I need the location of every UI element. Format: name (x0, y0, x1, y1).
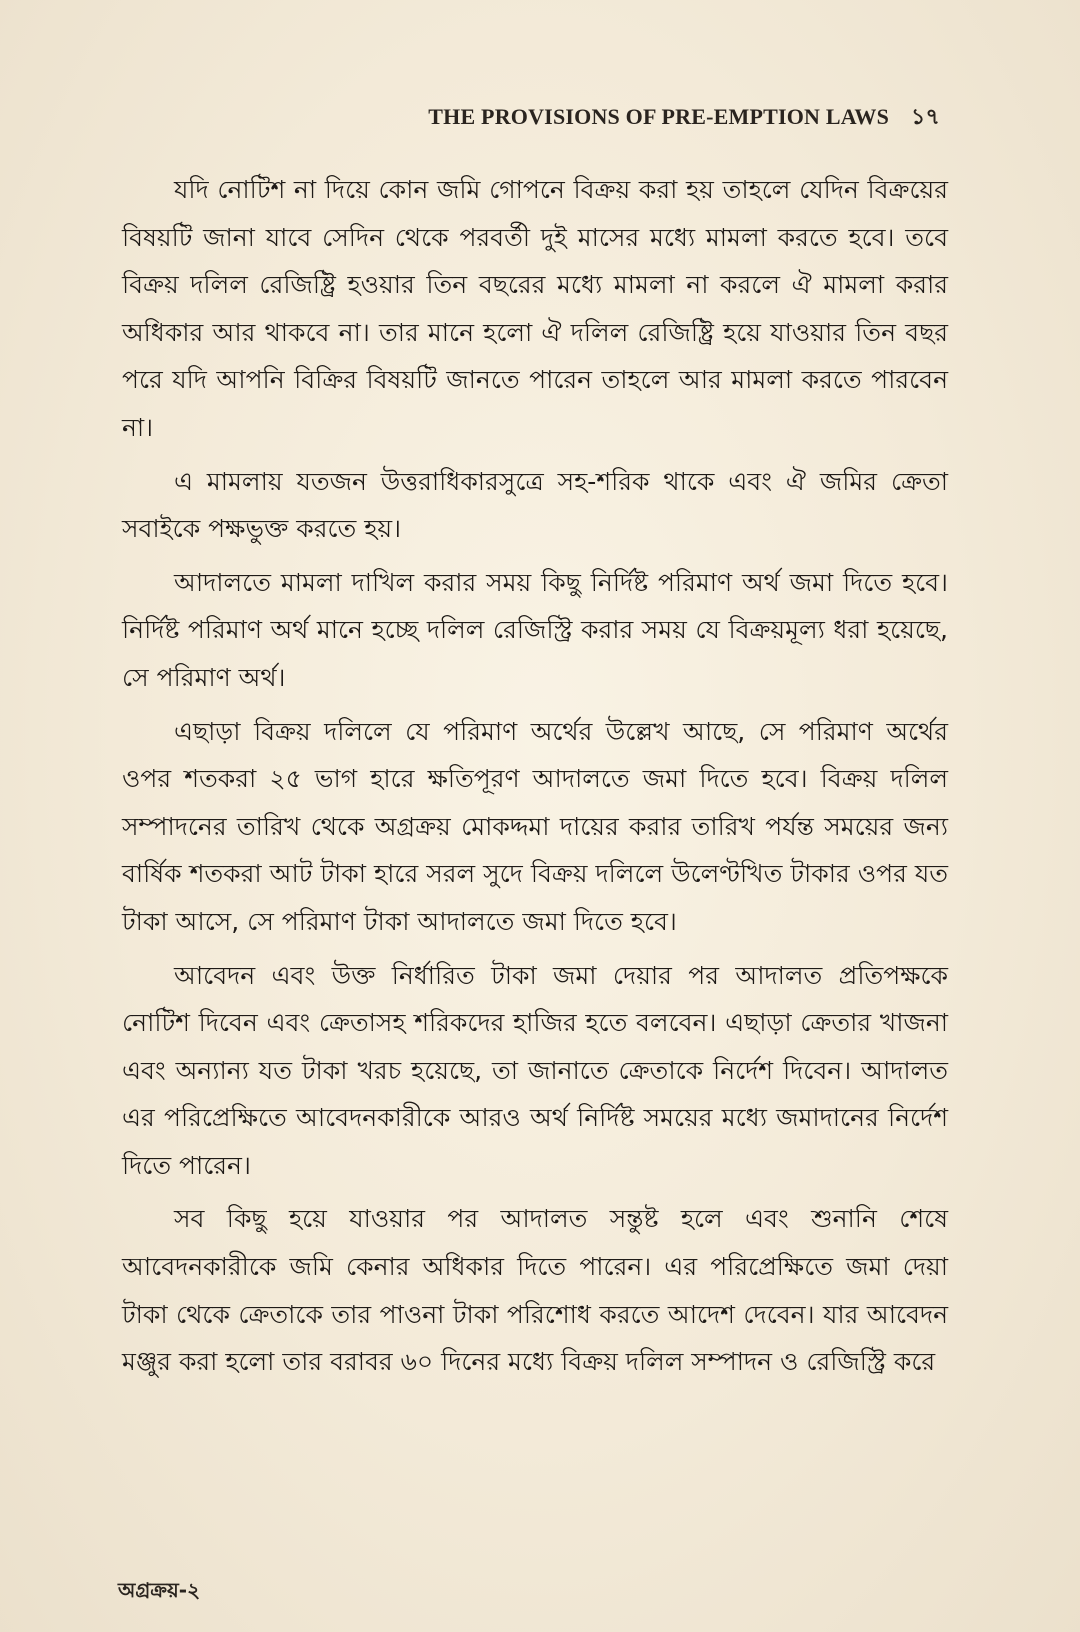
paragraph: সব কিছু হয়ে যাওয়ার পর আদালত সন্তুষ্ট হলে এবং শুনানি শেষে আবেদনকারীকে জমি কেনার অধিকার দিতে পারেন। এর পরিপ্রেক্ষিতে জমা দেয়া টাকা থেকে ক্রেতাকে তার পাওনা টাকা পরিশোধ করতে আদেশ দেবেন। যার আবেদন মঞ্জুর করা হলো তার বরাবর ৬০ দিনের মধ্যে বিক্রয় দলিল সম্পাদন ও রেজিস্ট্রি করে (122, 1204, 948, 1377)
header-title: THE PROVISIONS OF PRE-EMPTION LAWS (428, 104, 890, 129)
paragraph: এ মামলায় যতজন উত্তরাধিকারসুত্রে সহ-শরিক থাকে এবং ঐ জমির ক্রেতা সবাইকে পক্ষভুক্ত করতে হয়। (122, 466, 948, 544)
page-number: ১৭ (911, 104, 940, 129)
paragraph: আদালতে মামলা দাখিল করার সময় কিছু নির্দিষ্ট পরিমাণ অর্থ জমা দিতে হবে। নির্দিষ্ট পরিমাণ অর্থ মানে হচ্ছে দলিল রেজিস্ট্রি করার সময় যে বিক্রয়মূল্য ধরা হয়েছে, সে পরিমাণ অর্থ। (122, 567, 948, 692)
paragraph: এছাড়া বিক্রয় দলিলে যে পরিমাণ অর্থের উল্লেখ আছে, সে পরিমাণ অর্থের ওপর শতকরা ২৫ ভাগ হারে ক্ষতিপূরণ আদালতে জমা দিতে হবে। বিক্রয় দলিল সম্পাদনের তারিখ থেকে অগ্রক্রয় মোকদ্দমা দায়ের করার তারিখ পর্যন্ত সময়ের জন্য বার্ষিক শতকরা আট টাকা হারে সরল সুদে বিক্রয় দলিলে উলেণ্টখিত টাকার ওপর যত টাকা আসে, সে পরিমাণ টাকা আদালতে জমা দিতে হবে। (122, 716, 948, 936)
signature-mark: অগ্রক্রয়-২ (118, 1578, 201, 1602)
paragraph: আবেদন এবং উক্ত নির্ধারিত টাকা জমা দেয়ার পর আদালত প্রতিপক্ষকে নোটিশ দিবেন এবং ক্রেতাসহ শরিকদের হাজির হতে বলবেন। এছাড়া ক্রেতার খাজনা এবং অন্যান্য যত টাকা খরচ হয়েছে, তা জানাতে ক্রেতাকে নির্দেশ দিবেন। আদালত এর পরিপ্রেক্ষিতে আবেদনকারীকে আরও অর্থ নির্দিষ্ট সময়ের মধ্যে জমাদানের নির্দেশ দিতে পারেন। (122, 960, 948, 1180)
running-header (428, 100, 940, 137)
body-text (122, 166, 948, 1392)
paragraph: যদি নোটিশ না দিয়ে কোন জমি গোপনে বিক্রয় করা হয় তাহলে যেদিন বিক্রয়ের বিষয়টি জানা যাবে সেদিন থেকে পরবর্তী দুই মাসের মধ্যে মামলা করতে হবে। তবে বিক্রয় দলিল রেজিষ্ট্রি হওয়ার তিন বছরের মধ্যে মামলা না করলে ঐ মামলা করার অধিকার আর থাকবে না। তার মানে হলো ঐ দলিল রেজিষ্ট্রি হয়ে যাওয়ার তিন বছর পরে যদি আপনি বিক্রির বিষয়টি জানতে পারেন তাহলে আর মামলা করতে পারবেন না। (122, 175, 948, 442)
